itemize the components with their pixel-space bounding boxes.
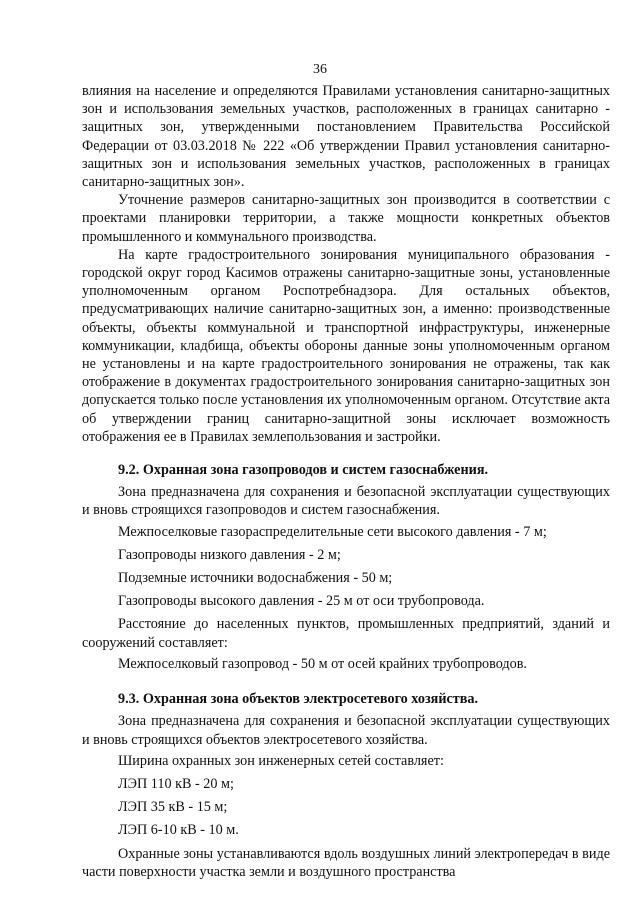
gas-zone-item: Межпоселковые газораспределительные сети высокого давления - 7 м; — [118, 523, 547, 540]
power-zone-item: ЛЭП 35 кВ - 15 м; — [118, 799, 228, 816]
power-zone-item: ЛЭП 6-10 кВ - 10 м. — [118, 822, 239, 839]
intro-paragraph-3: На карте градостроительного зонирования муниципального образования - городской округ город Касимов отражены санитарно-защитные зоны, установленные уполномоченным органом Роспотребнадзора. Для остальных объектов, предусматривающих наличие санитарно-защитных зон, а именно: производственные объекты, объекты коммунальной и транспортной инфраструктуры, инженерные коммуникации, кладбища, объекты обороны данные зоны уполномоченным органом не установлены и на карте градостроительного зонирования не отражены, так как отображение в документах градостроительного зонирования санитарно-защитных зон допускается только после установления их уполномоченным органом. Отсутствие акта об утверждении границ санитарно-защитной зоны исключает возможность отображения ее в Правилах землепользования и застройки. — [82, 246, 610, 445]
intro-paragraph-1: влияния на население и определяются Правилами установления санитарно-защитных зон и использования земельных участков, расположенных в границах санитарно - защитных зон, утвержденными постановлением Правительства Российской Федерации от 03.03.2018 № 222 «Об утверждении Правил установления санитарно-защитных зон и использования земельных участков, расположенных в границах санитарно-защитных зон». — [82, 83, 610, 191]
section-9-3-tail: Охранные зоны устанавливаются вдоль воздушных линий электропередач в виде части поверхности участка земли и воздушного пространства — [82, 845, 610, 880]
gas-zone-item: Подземные источники водоснабжения - 50 м; — [118, 570, 393, 587]
document-body — [82, 82, 610, 881]
section-9-3-width-intro: Ширина охранных зон инженерных сетей составляет: — [118, 752, 444, 769]
gas-distance-item: Межпоселковый газопровод - 50 м от осей крайних трубопроводов. — [118, 655, 527, 672]
intro-paragraph-2: Уточнение размеров санитарно-защитных зон производится в соответствии с проектами планировки территории, а также мощности конкретных объектов промышленного и коммунального производства. — [82, 192, 610, 245]
section-9-3-heading: 9.3. Охранная зона объектов электросетевого хозяйства. — [118, 691, 479, 708]
section-9-2-distance-intro: Расстояние до населенных пунктов, промышленных предприятий, зданий и сооружений составляет: — [82, 616, 610, 651]
gas-zone-item: Газопроводы высокого давления - 25 м от оси трубопровода. — [118, 593, 485, 610]
section-9-2-purpose: Зона предназначена для сохранения и безопасной эксплуатации существующих и вновь строящихся газопроводов и систем газоснабжения. — [82, 484, 610, 519]
gas-zone-item: Газопроводы низкого давления - 2 м; — [118, 546, 341, 563]
section-9-2-heading: 9.2. Охранная зона газопроводов и систем газоснабжения. — [118, 462, 489, 479]
section-9-3-purpose: Зона предназначена для сохранения и безопасной эксплуатации существующих и вновь строящихся объектов электросетевого хозяйства. — [82, 713, 610, 748]
power-zone-item: ЛЭП 110 кВ - 20 м; — [118, 775, 234, 792]
page-number: 36 — [313, 62, 327, 77]
